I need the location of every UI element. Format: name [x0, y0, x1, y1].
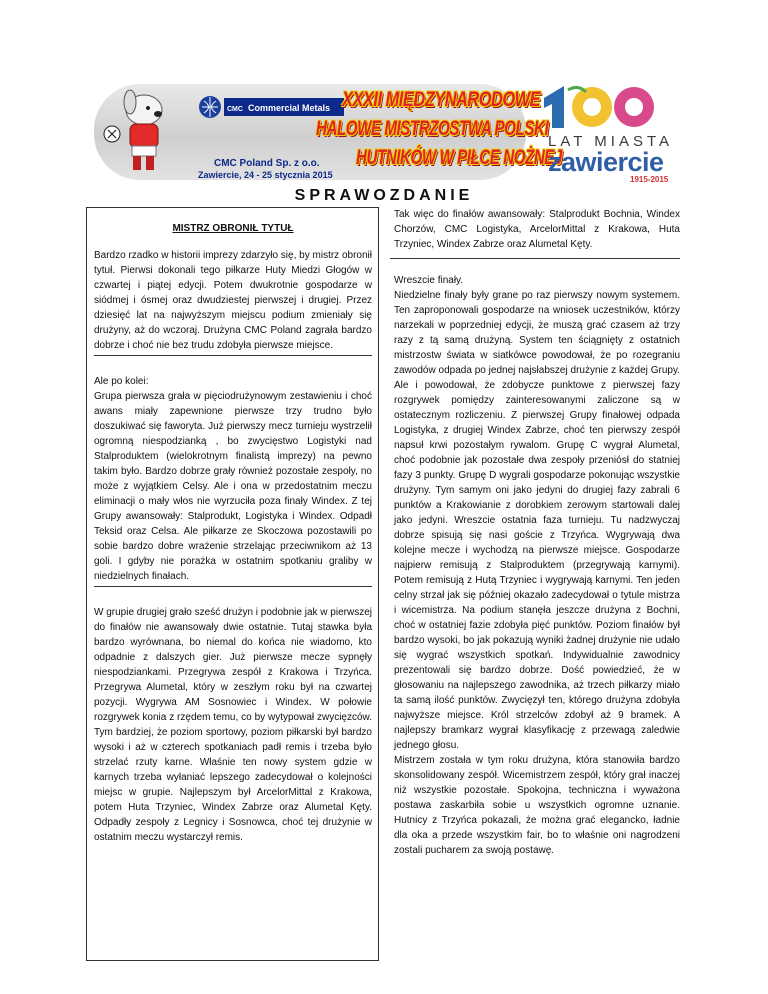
left-column — [86, 207, 379, 961]
company-name: CMC Poland Sp. z o.o. — [214, 158, 320, 169]
paragraph-group-one: Ale po kolei: Grupa pierwsza grała w pięciodrużynowym zestawieniu i choć awans miały zapewnione pierwsze trzy trudno było doszukiwać się faworyta. Już pierwszy mecz turnieju wystrzelił ogromną niespodzianką , bo zwycięstwo Logistyki nad Stalproduktem (wielokrotnym finalistą imprezy) na pewno takim było. Bardzo dobrze grały również pozostałe zespoły, no może z wyjątkiem Celsy. Ale i ona w przedostatnim meczu eliminacji o mały włos nie wyrzuciła poza finały Windex. Z tej Grupy awansowały: Stalprodukt, Logistyka i Windex. Odpadł Teksid oraz Celsa. Ale piłkarze ze Skoczowa pozostawili po sobie bardzo dobre wrażenie strzelając przeciwnikom aż 13 goli. I gdyby nie porażka w ostatnim spotkaniu graliby w niedzielnych finałach. — [94, 374, 372, 587]
event-title-line2: HALOWE MISTRZOSTWA POLSKI — [316, 117, 549, 140]
paragraph-finals: Wreszcie finały. Niedzielne finały były grane po raz pierwszy nowym systemem. Ten zaproponowali gospodarze na wniosek uczestników, którzy narzekali w poprzedniej edycji, że muszą grać czasem aż trzy razy z tą samą drużyną. System ten ściągnięty z ostatnich mistrzostw świata w siatkówce powodował, że po rozegraniu zawodów odpada po jednej najsłabszej drużynie z każdej Grupy. Ale i powodował, że zdobycze punktowe z pierwszej fazy rozgrywek pomiędzy zainteresowanymi zaliczone są w ostatecznym rozliczeniu. Z pierwszej Grupy finałowej odpada Logistyka, z drugiej Windex Zabrze, choć ten pierwszy zespół napsuł krwi pozostałym rywalom. Grupę C wygrał Alumetal, choć podobnie jak pozostałe dwa zespoły przeniósł do statniej fazy 3 punkty. Grupę D wygrali gospodarze pokonując wszystkie drużyny. Tym samym oni jako jedyni do drugiej fazy zabrali 6 punktów a Krakowianie z dorobkiem zerowym startowali dalej jako jedyni. Wreszcie ostatnia faza turnieju. Tu nadzwyczaj dobrze spisują się nasi goście z Trzyńca. Wygrywają dwa kolejne mecze i wychodzą na pierwsze miejsce. Gospodarze najpierw remisują z Stalproduktem (przegrywają karnymi). Potem remisują z Hutą Trzyniec i wygrywają karnymi. Ten jeden celny strzał jak się później okazało zadecydował o tytule mistrza i wicemistrza. Na podium stanęła jeszcze drużyna z Bochni, choć w ostatniej fazie zdobyła pięć punktów. Poziom finałów był bardzo wysoki, bo jak pokazują wyniki żadnej drużynie nie udało się wygrać wszystkich spotkań. Indywidualnie zawodnicy prezentowali się bardzo dobrze. Dość powiedzieć, że w głosowaniu na najlepszego zawodnika, aż trzech piłkarzy miało ta samą ilość punktów. Zwycięzył ten, którego drużyna zdobyła najwyższe miejsce. Król strzelców zdobył aż 9 bramek. A najlepszy bramkarz wygrał klasyfikację z przewagą zaledwie jednego głosu. Mistrzem została w tym roku drużyna, która stanowiła bardzo skonsolidowany zespół. Wicemistrzem zespół, który grał inaczej niż wszystkie pozostałe. Spokojna, techniczna i wyważona postawa zaskarbiła sobie u wszystkich ogromne uznanie. Hutnicy z Trzyńca pokazali, że można grać elegancko, ładnie dla oka a przede wszystkim fair, bo to właśnie oni nagrodzeni zostali pucharem za swoją postawę. — [394, 275, 680, 856]
anniversary-years: 1915-2015 — [630, 175, 669, 184]
event-banner — [94, 84, 562, 180]
paragraph-intro: Bardzo rzadko w historii imprezy zdarzyło się, by mistrz obronił tytuł. Pierwsi dokonali tego piłkarze Huty Miedzi Głogów w czwartej i piątej edycji. Potem dwukrotnie gospodarze w siódmej i ósmej oraz dwudziestej pierwszej i drugiej. Przez dziesięć lat na najwyższym miejscu podium zmieniały się drużyny, aż do wczoraj. Drużyna CMC Poland zagrała bardzo dobrze i choć nie bez trudu zdobyła pierwsze miejsce. — [94, 248, 372, 356]
cmc-logo-short: CMC — [227, 106, 243, 113]
report-title: SPRAWOZDANIE — [294, 187, 474, 204]
event-title-line3: HUTNIKÓW W PIŁCE NOŻNEJ — [356, 146, 562, 169]
paragraph-group-two: W grupie drugiej grało sześć drużyn i podobnie jak w pierwszej do finałów nie awansowały dwie ostatnie. Tutaj stawka była bardzo wyrównana, bo niemal do końca nie wiadomo, kto odpadnie z dalszych gier. Już pierwsze mecze sypnęły niespodziankami. Przegrywa zespół z Krakowa i Trzyńca. Przegrywa Alumetal, który w zeszłym roku był na czwartej pozycji. Wygrywa AM Sosnowiec i Windex. W połowie rozgrywek konia z rzędem temu, co by wytypował zwycięzców. Tym bardziej, że poziom sportowy, poziom piłkarski był bardzo wysoki i aż w czterech spotkaniach padł remis i trzeba było strzelać rzuty karne. Właśnie ten nowy system gdzie w karnych trzeba wyłaniać lepszego zadecydował o kolejności miejsc w grupie. Najlepszym był ArcelorMittal z Krakowa, potem Huta Trzyniec, Windex Zabrze oraz Alumetal Kęty. Odpadły zespoły z Legnicy i Sosnowca, choć tej drużynie w ostatnim meczu wystarczył remis. — [94, 607, 372, 843]
anniversary-label: LAT MIASTA — [548, 133, 674, 150]
cmc-logo-text: Commercial Metals — [248, 103, 331, 113]
right-column — [390, 207, 680, 858]
anniversary-city: zawiercie — [548, 147, 664, 177]
event-place-date: Zawiercie, 24 - 25 stycznia 2015 — [198, 170, 333, 180]
event-title-line1: XXXII MIĘDZYNARODOWE — [342, 88, 541, 111]
paragraph-finalists: Tak więc do finałów awansowały: Stalprodukt Bochnia, Windex Chorzów, CMC Logistyka, ArcelorMittal z Krakowa, Huta Trzyniec, Windex Zabrze oraz Alumetal Kęty. — [390, 207, 680, 259]
section-title: MISTRZ OBRONIŁ TYTUŁ — [172, 223, 294, 234]
